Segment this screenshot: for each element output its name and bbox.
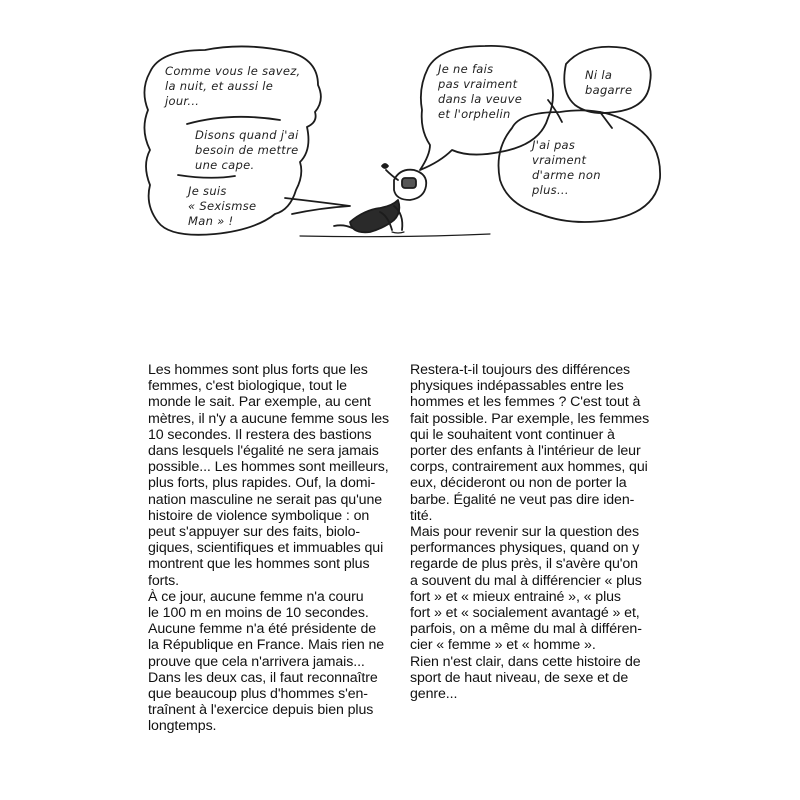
bubble-line: dans la veuve — [438, 92, 523, 106]
text-line: fort » et « mieux entrainé », « plus — [410, 588, 621, 605]
text-line: fort » et « socialement avantagé » et, — [410, 605, 640, 622]
bubble-text-a — [165, 64, 301, 109]
text-column-right — [410, 362, 660, 702]
text-line: giques, scientifiques et immuables qui — [148, 540, 384, 557]
bubble-line: et l'orphelin — [438, 107, 511, 121]
text-line: genre... — [410, 686, 458, 703]
text-line: cier « femme » et « homme ». — [410, 637, 596, 654]
comic-illustration — [0, 0, 800, 260]
bubble-line: Je suis — [188, 184, 227, 198]
text-line: hommes et les femmes ? C'est tout à — [410, 394, 641, 411]
bubble-line: Comme vous le savez, — [165, 64, 301, 78]
text-line: Dans les deux cas, il faut reconnaître — [148, 669, 378, 686]
text-line: monde le sait. Par exemple, au cent — [148, 394, 371, 411]
character-figure — [334, 164, 426, 233]
text-line: femmes, c'est biologique, tout le — [148, 378, 347, 395]
text-line: histoire de violence symbolique : on — [148, 507, 370, 524]
bubble-line: Je ne fais — [438, 62, 494, 76]
text-line: Mais pour revenir sur la question des — [410, 524, 639, 541]
bubble-text-d — [438, 62, 522, 122]
bubble-line: pas vraiment — [438, 77, 518, 91]
bubble-line: Disons quand j'ai — [195, 128, 299, 142]
bubble-line: bagarre — [585, 83, 633, 97]
text-line: tité. — [410, 507, 433, 524]
bubble-line: Man » ! — [188, 214, 234, 228]
text-line: la République en France. Mais rien ne — [148, 637, 385, 654]
ground-line — [300, 234, 490, 237]
bubble-line: J'ai pas — [532, 138, 576, 152]
text-line: sport de haut niveau, de sexe et de — [410, 669, 629, 686]
text-column-left — [148, 362, 398, 735]
bubble-line: besoin de mettre — [195, 143, 299, 157]
bubble-line: Ni la — [585, 68, 613, 82]
text-line: Les hommes sont plus forts que les — [148, 362, 368, 378]
text-line: eux, décideront ou non de porter la — [410, 475, 627, 492]
text-line: Aucune femme n'a été présidente de — [148, 621, 377, 638]
text-line: peut s'appuyer sur des faits, biolo- — [148, 524, 361, 541]
bubble-line: une cape. — [195, 158, 255, 172]
text-line: montrent que les hommes sont plus — [148, 556, 370, 573]
text-line: possible... Les hommes sont meilleurs, — [148, 459, 389, 476]
bubble-text-c — [188, 184, 256, 229]
text-line: dans lesquels l'égalité ne sera jamais — [148, 443, 379, 460]
text-line: longtemps. — [148, 718, 217, 735]
text-line: regarde de plus près, il s'avère qu'on — [410, 556, 638, 573]
text-line: porter des enfants à l'intérieur de leur — [410, 443, 641, 460]
text-line: fait possible. Par exemple, les femmes — [410, 410, 650, 427]
bubble-text-f — [532, 138, 601, 198]
text-line: qui le souhaitent vont continuer à — [410, 426, 615, 443]
text-line: Rien n'est clair, dans cette histoire de — [410, 653, 641, 670]
speech-bubble-left-tail — [285, 198, 350, 214]
bubble-line: plus... — [532, 183, 569, 197]
text-line: forts. — [148, 572, 179, 589]
text-line: nation masculine ne serait pas qu'une — [148, 491, 383, 508]
bubble-line: vraiment — [532, 153, 587, 167]
text-line: mètres, il n'y a aucune femme sous les — [148, 410, 389, 427]
text-line: performances physiques, quand on y — [410, 540, 640, 557]
bubble-line: jour... — [165, 94, 200, 108]
text-line: plus forts, plus rapides. Ouf, la domi- — [148, 475, 376, 492]
text-line: physiques indépassables entre les — [410, 378, 624, 395]
text-line: Restera-t-il toujours des différences — [410, 362, 630, 378]
text-line: parfois, on a même du mal à différen- — [410, 621, 642, 638]
bubble-line: d'arme non — [532, 168, 601, 182]
text-line: barbe. Égalité ne veut pas dire iden- — [410, 491, 635, 508]
text-line: prouve que cela n'arrivera jamais... — [148, 653, 365, 670]
comic-drawing — [0, 0, 800, 260]
text-line: traînent à l'exercice depuis bien plus — [148, 702, 374, 719]
text-line: le 100 m en moins de 10 secondes. — [148, 605, 369, 622]
bubble-line: la nuit, et aussi le — [165, 79, 274, 93]
text-line: a souvent du mal à différencier « plus — [410, 572, 642, 589]
text-line: À ce jour, aucune femme n'a couru — [148, 588, 364, 605]
bubble-text-b — [195, 128, 299, 173]
text-line: que beaucoup plus d'hommes s'en- — [148, 686, 368, 703]
text-line: corps, contrairement aux hommes, qui — [410, 459, 648, 476]
bubble-line: « Sexismse — [188, 199, 257, 213]
text-line: 10 secondes. Il restera des bastions — [148, 426, 372, 443]
bubble-text-e — [585, 68, 632, 98]
